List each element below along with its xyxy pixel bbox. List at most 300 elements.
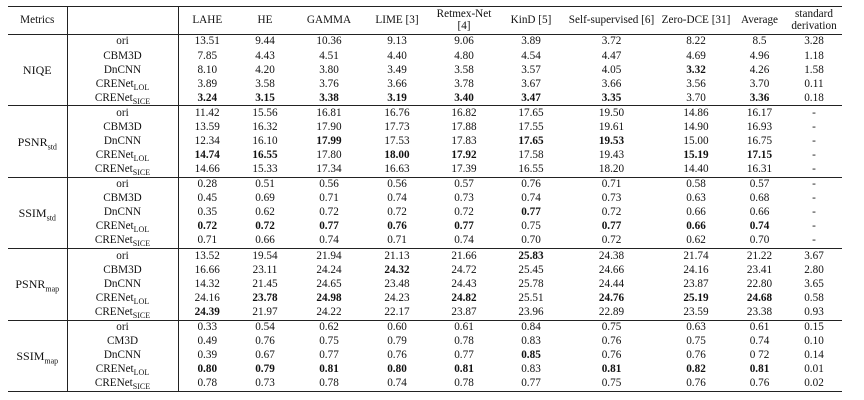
value-cell: 18.20	[564, 163, 659, 178]
value-cell: 0.84	[521, 320, 541, 333]
table-row	[8, 377, 842, 392]
col-header-he: HE	[236, 7, 294, 35]
value-cell: 0.72	[601, 206, 622, 219]
value-cell: -	[786, 163, 842, 178]
method-name: CRENet	[94, 234, 133, 247]
value-cell: 0.74	[364, 377, 430, 392]
method-name: CRENet	[95, 77, 134, 90]
value-cell: 24.32	[384, 263, 410, 276]
value-cell: 0.02	[786, 377, 842, 392]
col-header-retinex-net: Retmex-Net [4]	[430, 7, 498, 35]
value-cell: 4.26	[749, 63, 770, 76]
value-cell: 23.48	[384, 277, 410, 290]
value-cell: 0.56	[319, 178, 339, 191]
value-cell: 0.62	[319, 320, 339, 333]
table-row	[8, 220, 842, 234]
value-cell: 17.88	[451, 120, 477, 133]
method-label	[67, 77, 178, 91]
value-cell: 0.75	[564, 377, 659, 392]
value-cell: 0.81	[601, 363, 622, 376]
value-cell: 22.89	[564, 305, 659, 320]
value-cell: 0.60	[387, 320, 407, 333]
value-cell: 0.78	[294, 377, 364, 392]
value-cell: 0.77	[454, 220, 474, 233]
table-row	[8, 234, 842, 249]
value-cell: 19.50	[598, 106, 625, 119]
metric-label	[8, 320, 67, 392]
value-cell: 16.17	[746, 106, 773, 119]
col-header-kind: KinD [5]	[498, 7, 564, 35]
value-cell: 0.71	[319, 192, 339, 205]
value-cell: 0.76	[601, 335, 622, 348]
metric-subscript: map	[45, 284, 60, 294]
value-cell: 25.51	[518, 291, 544, 304]
method-subscript: LOL	[133, 368, 150, 377]
value-cell: 15.00	[683, 134, 709, 147]
value-cell: 0.11	[804, 77, 824, 90]
value-cell: 3.78	[454, 77, 474, 90]
value-cell: 24.16	[194, 291, 220, 304]
value-cell: 21.45	[252, 277, 278, 290]
value-cell: 17.15	[746, 148, 773, 161]
value-cell: 13.59	[194, 120, 220, 133]
value-cell: 24.38	[598, 249, 625, 262]
method-label	[67, 121, 178, 135]
value-cell: 0.66	[749, 206, 770, 219]
method-name: CRENet	[94, 377, 133, 390]
method-label	[67, 206, 178, 220]
value-cell: 0.14	[804, 349, 824, 362]
method-subscript: LOL	[133, 154, 150, 163]
method-name: DnCNN	[103, 277, 142, 290]
value-cell: 0.71	[601, 178, 622, 191]
value-cell: 1.58	[804, 63, 824, 76]
value-cell: 24.76	[598, 291, 625, 304]
value-cell: 0.58	[804, 291, 824, 304]
method-name: DnCNN	[103, 206, 142, 219]
value-cell: 0.72	[319, 206, 339, 219]
value-cell: 0.80	[197, 363, 218, 376]
value-cell: 14.66	[178, 163, 236, 178]
value-cell: -	[812, 120, 816, 133]
value-cell: 0.76	[659, 377, 733, 392]
value-cell: 0.75	[686, 335, 706, 348]
value-cell: 8.5	[752, 35, 767, 48]
value-cell: 1.18	[804, 49, 824, 62]
metric-subscript: std	[46, 213, 56, 223]
value-cell: 3.89	[521, 35, 541, 48]
value-cell: 0 72	[749, 349, 770, 362]
value-cell: 0.74	[387, 192, 407, 205]
value-cell: 19.61	[598, 120, 625, 133]
value-cell: -	[812, 106, 816, 119]
value-cell: 0.76	[387, 220, 407, 233]
value-cell: 0.80	[387, 363, 407, 376]
value-cell: 0.18	[786, 91, 842, 106]
value-cell: 0.74	[749, 220, 770, 233]
value-cell: 0.73	[236, 377, 294, 392]
col-header-metrics: Metrics	[8, 7, 67, 35]
header-row	[8, 7, 842, 35]
value-cell: 17.65	[518, 106, 544, 119]
value-cell: 0.71	[178, 234, 236, 249]
method-name: DnCNN	[103, 134, 142, 147]
value-cell: 3.28	[804, 35, 824, 48]
value-cell: 22.17	[364, 305, 430, 320]
value-cell: 17.53	[384, 134, 410, 147]
value-cell: 22.80	[746, 277, 773, 290]
value-cell: 21.66	[451, 249, 477, 262]
method-subscript: LOL	[133, 296, 150, 306]
method-subscript: LOL	[133, 225, 150, 234]
method-label	[67, 234, 178, 249]
metric-name: SSIM	[16, 348, 45, 363]
value-cell: 11.42	[194, 106, 220, 119]
value-cell: 4.54	[521, 49, 541, 62]
value-cell: 3.19	[364, 91, 430, 106]
value-cell: 15.19	[683, 148, 709, 161]
value-cell: 4.47	[601, 49, 622, 62]
table-row	[8, 121, 842, 135]
value-cell: 0.74	[430, 234, 498, 249]
method-label	[67, 220, 178, 234]
value-cell: 23.11	[252, 263, 278, 276]
value-cell: 3.89	[197, 77, 218, 90]
method-name: CRENet	[95, 291, 134, 304]
method-name: ori	[116, 249, 129, 262]
value-cell: 23.96	[498, 305, 564, 320]
value-cell: 3.47	[498, 91, 564, 106]
value-cell: 0.72	[564, 234, 659, 249]
metric-subscript: std	[47, 141, 57, 151]
value-cell: 16.82	[451, 106, 477, 119]
table-row	[8, 63, 842, 77]
value-cell: 4.40	[387, 49, 407, 62]
col-header-self-supervised: Self-supervised [6]	[564, 7, 659, 35]
table-body	[8, 35, 842, 392]
value-cell: 0.76	[521, 178, 541, 191]
value-cell: 0.69	[255, 192, 275, 205]
method-label	[67, 63, 178, 77]
value-cell: 0.54	[255, 320, 275, 333]
value-cell: 16.75	[746, 134, 773, 147]
value-cell: 14.74	[194, 148, 220, 161]
method-name: CBM3D	[103, 49, 142, 62]
value-cell: 17.92	[451, 148, 477, 161]
value-cell: 12.34	[194, 134, 220, 147]
table-row	[8, 149, 842, 163]
col-header-lime: LIME [3]	[364, 7, 430, 35]
value-cell: 0.74	[521, 192, 541, 205]
table-row	[8, 305, 842, 320]
value-cell: 17.39	[430, 163, 498, 178]
value-cell: 0.62	[659, 234, 733, 249]
value-cell: 21.94	[316, 249, 342, 262]
value-cell: 0.39	[197, 349, 218, 362]
value-cell: 17.90	[316, 120, 342, 133]
table-row	[8, 192, 842, 206]
value-cell: 0.57	[749, 178, 770, 191]
value-cell: -	[812, 148, 816, 161]
value-cell: 21.13	[384, 249, 410, 262]
table-row	[8, 49, 842, 63]
value-cell: 16.93	[746, 120, 773, 133]
method-label	[67, 363, 178, 377]
value-cell: 24.68	[746, 291, 773, 304]
value-cell: 3.58	[454, 63, 474, 76]
value-cell: 0.35	[197, 206, 218, 219]
method-label	[67, 49, 178, 63]
value-cell: 24.16	[683, 263, 709, 276]
value-cell: 16.32	[252, 120, 278, 133]
value-cell: 0.61	[454, 320, 474, 333]
col-header-gamma: GAMMA	[294, 7, 364, 35]
method-name: CBM3D	[103, 120, 142, 133]
value-cell: 0.79	[387, 335, 407, 348]
method-label	[67, 320, 178, 335]
value-cell: 0.81	[319, 363, 339, 376]
table-row	[8, 163, 842, 178]
value-cell: 18.00	[384, 148, 410, 161]
method-label	[67, 35, 178, 50]
method-name: CRENet	[95, 148, 134, 161]
method-name: ori	[116, 178, 129, 191]
value-cell: 17.73	[384, 120, 410, 133]
method-label	[67, 335, 178, 349]
value-cell: 24.65	[316, 277, 342, 290]
value-cell: 16.63	[364, 163, 430, 178]
value-cell: 0.66	[686, 206, 706, 219]
value-cell: 0.78	[430, 377, 498, 392]
method-name: CRENet	[94, 91, 133, 104]
value-cell: 17.83	[451, 134, 477, 147]
col-header-method	[67, 7, 178, 35]
value-cell: 14.90	[683, 120, 709, 133]
metric-name: PSNR	[17, 134, 48, 149]
value-cell: 0.10	[804, 335, 824, 348]
value-cell: 0.85	[521, 349, 541, 362]
value-cell: 9.06	[454, 35, 474, 48]
table-row	[8, 106, 842, 121]
value-cell: 0.72	[454, 206, 474, 219]
method-subscript: SICE	[132, 168, 151, 178]
table-row	[8, 91, 842, 106]
value-cell: 17.80	[316, 148, 342, 161]
table-row	[8, 320, 842, 335]
value-cell: 0.78	[178, 377, 236, 392]
value-cell: 3.67	[804, 249, 824, 262]
col-header-std: standard derivation	[786, 7, 842, 35]
value-cell: 0.74	[294, 234, 364, 249]
value-cell: 7.85	[197, 49, 218, 62]
value-cell: 3.67	[521, 77, 541, 90]
value-cell: 0.70	[498, 234, 564, 249]
method-name: DnCNN	[103, 63, 142, 76]
value-cell: 0.61	[749, 320, 770, 333]
table-row	[8, 249, 842, 264]
method-subscript: SICE	[132, 239, 151, 249]
value-cell: 16.31	[733, 163, 786, 178]
value-cell: 24.24	[316, 263, 342, 276]
value-cell: 23.87	[683, 277, 709, 290]
value-cell: 0.74	[749, 335, 770, 348]
method-label	[67, 377, 178, 392]
method-name: CBM3D	[103, 192, 142, 205]
value-cell: 16.66	[194, 263, 220, 276]
value-cell: 0.49	[197, 335, 218, 348]
value-cell: 15.56	[252, 106, 278, 119]
method-label	[67, 177, 178, 192]
value-cell: 17.55	[518, 120, 544, 133]
method-name: ori	[116, 320, 129, 333]
value-cell: 0.01	[804, 363, 824, 376]
value-cell: 0.76	[686, 349, 706, 362]
value-cell: 25.45	[518, 263, 544, 276]
value-cell: 25.78	[518, 277, 544, 290]
value-cell: 0.75	[319, 335, 339, 348]
value-cell: 16.55	[252, 148, 278, 161]
value-cell: 8.10	[197, 63, 218, 76]
value-cell: 21.97	[236, 305, 294, 320]
value-cell: 0.33	[197, 320, 218, 333]
value-cell: 14.86	[683, 106, 709, 119]
table-row	[8, 135, 842, 149]
value-cell: 16.55	[498, 163, 564, 178]
value-cell: 19.53	[598, 134, 625, 147]
value-cell: 0.66	[236, 234, 294, 249]
method-label	[67, 249, 178, 264]
metric-label	[8, 106, 67, 177]
value-cell: 15.33	[236, 163, 294, 178]
value-cell: 24.43	[451, 277, 477, 290]
value-cell: 3.24	[178, 91, 236, 106]
value-cell: 8.22	[686, 35, 706, 48]
method-name: CBM3D	[103, 263, 142, 276]
value-cell: 25.83	[518, 249, 544, 262]
method-name: CM3D	[106, 335, 139, 348]
value-cell: 24.72	[451, 263, 477, 276]
value-cell: 16.76	[384, 106, 410, 119]
value-cell: 4.96	[749, 49, 770, 62]
value-cell: 23.41	[746, 263, 773, 276]
method-name: ori	[116, 106, 129, 119]
value-cell: 0.57	[454, 178, 474, 191]
value-cell: 19.43	[598, 148, 625, 161]
metric-name: SSIM	[18, 205, 47, 220]
method-label	[67, 277, 178, 291]
value-cell: 0.63	[686, 320, 706, 333]
value-cell: 21.22	[746, 249, 773, 262]
table-row	[8, 177, 842, 192]
results-table	[8, 6, 842, 392]
value-cell: 3.56	[686, 77, 706, 90]
value-cell: 24.23	[384, 291, 410, 304]
table-row	[8, 349, 842, 363]
value-cell: 17.58	[518, 148, 544, 161]
value-cell: 0.77	[521, 206, 541, 219]
value-cell: 0.45	[197, 192, 218, 205]
value-cell: 19.54	[252, 249, 278, 262]
value-cell: 0.71	[364, 234, 430, 249]
col-header-zero-dce: Zero-DCE [31]	[659, 7, 733, 35]
value-cell: 10.36	[316, 35, 342, 48]
table-row	[8, 263, 842, 277]
value-cell: 0.77	[498, 377, 564, 392]
table-row	[8, 77, 842, 91]
value-cell: 3.66	[601, 77, 622, 90]
value-cell: 0.66	[686, 220, 706, 233]
value-cell: 0.76	[733, 377, 786, 392]
value-cell: 23.87	[430, 305, 498, 320]
value-cell: 0.83	[521, 363, 541, 376]
method-label	[67, 305, 178, 320]
value-cell: 0.77	[319, 220, 339, 233]
value-cell: -	[812, 178, 816, 191]
value-cell: 3.58	[255, 77, 275, 90]
value-cell: -	[786, 234, 842, 249]
value-cell: 17.65	[518, 134, 544, 147]
value-cell: 23.59	[659, 305, 733, 320]
value-cell: 13.52	[194, 249, 220, 262]
method-subscript: SICE	[132, 382, 151, 392]
value-cell: 0.51	[255, 178, 275, 191]
value-cell: 3.80	[319, 63, 339, 76]
method-name: ori	[116, 35, 129, 48]
value-cell: -	[812, 134, 816, 147]
value-cell: 23.38	[733, 305, 786, 320]
value-cell: 16.10	[252, 134, 278, 147]
value-cell: 4.05	[601, 63, 622, 76]
value-cell: 3.35	[564, 91, 659, 106]
method-label	[67, 106, 178, 121]
value-cell: 4.43	[255, 49, 275, 62]
value-cell: 0.63	[686, 192, 706, 205]
value-cell: 0.76	[601, 349, 622, 362]
value-cell: -	[812, 192, 816, 205]
value-cell: 0.81	[454, 363, 474, 376]
table-row	[8, 35, 842, 50]
value-cell: 0.81	[749, 363, 770, 376]
method-label	[67, 163, 178, 178]
method-label	[67, 192, 178, 206]
value-cell: 17.99	[316, 134, 342, 147]
value-cell: 0.73	[454, 192, 474, 205]
method-subscript: SICE	[132, 311, 151, 320]
value-cell: 0.77	[454, 349, 474, 362]
value-cell: 9.13	[387, 35, 407, 48]
method-label	[67, 91, 178, 106]
value-cell: 0.79	[255, 363, 275, 376]
method-name: CRENet	[95, 363, 134, 376]
value-cell: 24.82	[451, 291, 477, 304]
method-label	[67, 149, 178, 163]
table-row	[8, 335, 842, 349]
value-cell: 16.81	[316, 106, 342, 119]
value-cell: 3.70	[749, 77, 770, 90]
value-cell: 9.44	[255, 35, 275, 48]
value-cell: 0.68	[749, 192, 770, 205]
value-cell: 0.15	[804, 320, 824, 333]
value-cell: 2.80	[804, 263, 824, 276]
value-cell: 13.51	[194, 35, 220, 48]
value-cell: 0.83	[521, 335, 541, 348]
method-subscript: LOL	[133, 82, 150, 92]
value-cell: 0.78	[454, 335, 474, 348]
table-row	[8, 291, 842, 305]
value-cell: 0.75	[601, 320, 622, 333]
value-cell: 3.76	[319, 77, 339, 90]
method-name: CRENet	[94, 305, 133, 318]
